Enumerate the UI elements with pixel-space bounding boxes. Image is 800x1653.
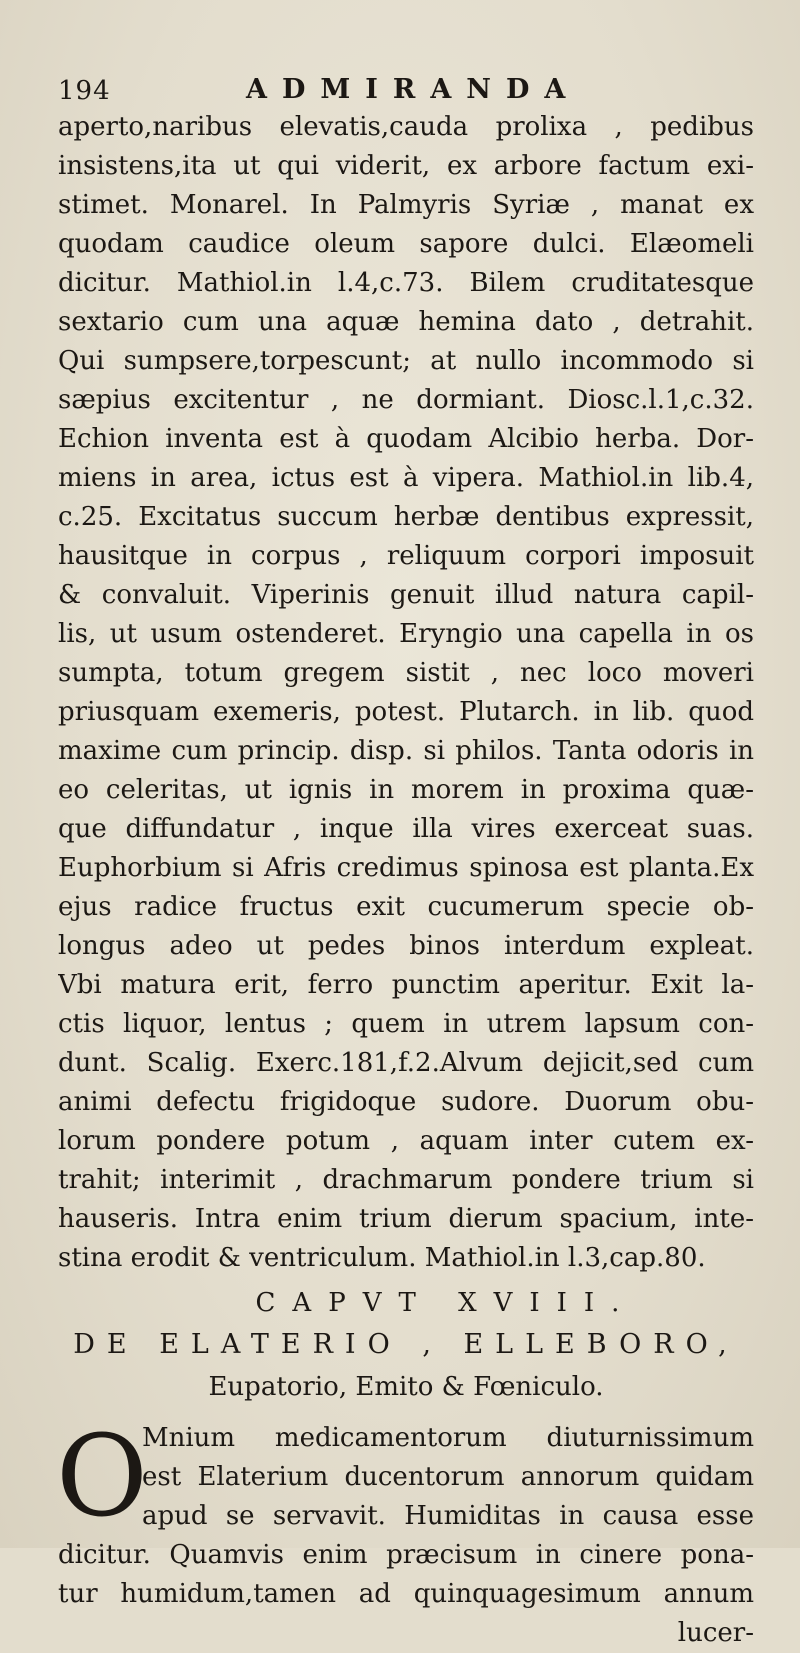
text-line: ejus radice fructus exit cucumerum specie ob-	[58, 892, 754, 922]
text-line: Euphorbium si Afris credimus spinosa est planta.Ex	[58, 853, 754, 883]
text-line: lis, ut usum ostenderet. Eryngio una capella in os	[58, 619, 754, 649]
text-line: dunt. Scalig. Exerc.181,f.2.Alvum dejicit,sed cum	[58, 1048, 754, 1078]
text-line: hausitque in corpus , reliquum corpori imposuit	[58, 541, 754, 571]
text-line: animi defectu frigidoque sudore. Duorum obu-	[58, 1087, 754, 1117]
text-line: Qui sumpsere,torpescunt; at nullo incommodo si	[58, 346, 754, 376]
page-body	[58, 108, 754, 1653]
text-line: sæpius excitentur , ne dormiant. Diosc.l.1,c.32.	[58, 385, 754, 415]
text-line: stina erodit & ventriculum. Mathiol.in l.3,cap.80.	[58, 1243, 706, 1273]
chapter-heading: CAPVT XVIII.	[255, 1288, 637, 1318]
catchword: lucer-	[677, 1618, 754, 1648]
text-line: insistens,ita ut qui viderit, ex arbore factum exi-	[58, 151, 754, 181]
text-line: ctis liquor, lentus ; quem in utrem lapsum con-	[58, 1009, 754, 1039]
text-line: & convaluit. Viperinis genuit illud natura capil-	[58, 580, 754, 610]
text-line: Echion inventa est à quodam Alcibio herba. Dor-	[58, 424, 754, 454]
main-paragraph	[58, 108, 754, 1278]
text-line: maxime cum princip. disp. si philos. Tanta odoris in	[58, 736, 754, 766]
text-line: apud se servavit. Humiditas in causa esse	[142, 1501, 754, 1531]
text-line: hauseris. Intra enim trium dierum spacium, inte-	[58, 1204, 754, 1234]
text-line: que diffundatur , inque illa vires exerceat suas.	[58, 814, 754, 844]
text-line: stimet. Monarel. In Palmyris Syriæ , manat ex	[58, 190, 754, 220]
section-subtitle: Eupatorio, Emito & Fœniculo.	[208, 1372, 604, 1402]
text-line: sumpta, totum gregem sistit , nec loco moveri	[58, 658, 754, 688]
page-number: 194	[58, 76, 111, 106]
text-line: dicitur. Mathiol.in l.4,c.73. Bilem cruditatesque	[58, 268, 754, 298]
text-line: tur humidum,tamen ad quinquagesimum annum	[58, 1579, 754, 1609]
text-line: est Elaterium ducentorum annorum quidam	[142, 1462, 754, 1492]
running-head: ADMIRANDA	[246, 74, 581, 105]
text-line: trahit; interimit , drachmarum pondere trium si	[58, 1165, 754, 1195]
section-title: DE ELATERIO , ELLEBORO,	[73, 1329, 739, 1360]
text-line: Vbi matura erit, ferro punctim aperitur. Exit la-	[58, 970, 754, 1000]
text-line: dicitur. Quamvis enim præcisum in cinere pona-	[58, 1540, 754, 1570]
text-line: eo celeritas, ut ignis in morem in proxima quæ-	[58, 775, 754, 805]
text-line: aperto,naribus elevatis,cauda prolixa , pedibus	[58, 112, 754, 142]
drop-cap: O	[56, 1412, 148, 1542]
text-line: priusquam exemeris, potest. Plutarch. in lib. quod	[58, 697, 754, 727]
text-line: miens in area, ictus est à vipera. Mathiol.in lib.4,	[58, 463, 754, 493]
second-paragraph	[56, 1412, 754, 1653]
text-line: c.25. Excitatus succum herbæ dentibus expressit,	[58, 502, 754, 532]
text-line: lorum pondere potum , aquam inter cutem ex-	[58, 1126, 754, 1156]
text-line: Mnium medicamentorum diuturnissimum	[142, 1423, 754, 1453]
text-line: sextario cum una aquæ hemina dato , detrahit.	[58, 307, 754, 337]
text-line: quodam caudice oleum sapore dulci. Elæomeli	[58, 229, 754, 259]
text-line: longus adeo ut pedes binos interdum expleat.	[58, 931, 754, 961]
